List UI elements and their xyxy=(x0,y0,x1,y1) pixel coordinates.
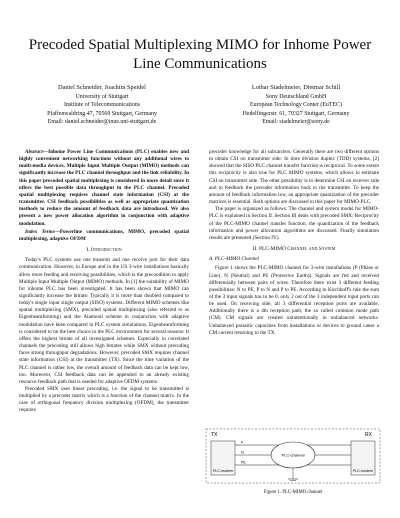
affiliation-line: Sony Deutschland GmbH xyxy=(265,93,327,100)
rx-modem-label: PLC-modem xyxy=(352,469,374,473)
paper-title: Precoded Spatial Multiplexing MIMO for Inhome Power Line Communications xyxy=(28,37,372,72)
author-block-right xyxy=(212,84,380,127)
author-email: Email: daniel.schneider@inue.uni-stuttgart.de xyxy=(47,119,157,126)
rx-label: RX xyxy=(365,432,372,438)
author-block-left xyxy=(18,84,186,127)
plc-mimo-channel-figure xyxy=(205,425,381,485)
index-terms-text: —Powerline communications, MIMO, precoded spatial multiplexing, adaptive OFDM xyxy=(19,228,189,242)
index-terms-label: Index Terms xyxy=(25,228,55,235)
figure-caption: Figure 1. PLC-MIMO channel xyxy=(263,490,323,495)
body-paragraph: Figure 1 shows the PLC-MIMO channel for 3-wire installations (P (Phase or Line), N (Neutral) and PE (Protective Earth)). Signals are fed and received differentially between pairs of wires. Therefore there exist 3 different feeding possibilities: N to PE, P to N and P to PE. According to Kirchhoff's rule the sum of the 3 input signals has to be 0, only 2 out of the 3 independent input ports can be used. On receiving side, all 3 differential reception ports are available. Additionally there is a 4th reception path, the so called common mode path (CM). CM signals are created unintentionally in unbalanced networks. Unbalanced parasitic capacities from installations or devices to ground cause a CM current returning to the TX. xyxy=(209,265,379,336)
abstract-text: —Inhome Power Line Communications (PLC) enables new and highly convenient networking functions without any additional wires to multi-media devices. Multiple Input Multiple Output (MIMO) methods can significantly increase the PLC channel throughput and the link reliability. In this paper precoded spatial multiplexing is considered in more detail since it offers the best possible data throughput in the PLC channel. Precoded spatial multiplexing requires channel state information (CSI) at the transmitter. CSI feedback possibilities as well as appropriate quantization methods to reduce the amount of feedback data are introduced. We also present a new power allocation algorithm in conjunction with adaptive modulation. xyxy=(19,149,189,227)
body-paragraph: The paper is organized as follows: The channel and system model for MIMO-PLC is explained in Section II. Section III deals with precoded SMX: Reciprocity of the PLC-MIMO channel transfer function, the quantization of the feedback information and power allocation algorithms are discussed. Finally simulation results are presented (Section IV). xyxy=(209,206,379,241)
section-heading-channel: II. PLC-MIMO Channel and System xyxy=(252,246,336,253)
wire-label-p: P xyxy=(241,440,244,445)
author-names: Daniel Schneider, Joachim Speidel xyxy=(58,84,146,91)
tx-modem-label: PLC-modem xyxy=(212,469,234,473)
body-paragraph: Today's PLC systems use one transmit and one receive port for their data communication. However, in Europe and in the US 3-wire installations basically allow more feeding and receiving possibilities, which is the precondition to apply Multiple Input Multiple Output (MIMO) methods. In [1] the suitability of MIMO for inhome PLC has been investigated. It has been shown that MIMO can significantly increase the bitrate: Typically it is more than doubled compared to today's single input single output (SISO) systems. Different MIMO schemes like spatial multiplexing (SMX), precoded spatial multiplexing (also referred to as Eigenbeamforming) and the Alamouti scheme in conjunction with adaptive modulation have been compared in PLC system simulations. Eigenbeamforming is considered to be the best choice in the PLC environment for several reasons: It offers the highest bitrate of all investigated schemes. Especially in correlated channels the precoding still allows high bitrates while SMX without precoding faces strong throughput degradations. However, precoded SMX requires channel state information (CSI) at the transmitter (TX). Since the time variation of the PLC channel is rather low, the overall amount of feedback data can be kept low, too. Moreover, CSI feedback data can be appended to an already existing resource feedback path that is needed for adaptive OFDM systems. xyxy=(19,257,189,385)
left-column xyxy=(19,149,189,415)
right-column xyxy=(209,149,379,337)
author-email: Email: stadelmeier@sony.de xyxy=(262,119,330,126)
body-paragraph: precoder knowledge for all subcarriers. Generally there are two different options to obtain CSI on transmitter side: In time division duplex (TDD) systems, [2] showed that the SISO PLC channel transfer function is reciprocal. To some extent this reciprocity is also true for PLC MIMO systems, which allows to estimate CSI on transmitter side. The other possibility is to determine CSI on receiver side and to feedback the precoder information back to the transmitter. To keep the amount of feedback information low, an appropriate quantization of the precoder matrices is essential. Both options are discussed in this paper for MIMO-PLC. xyxy=(209,149,379,206)
wire-label-pe: PE xyxy=(241,460,246,465)
affiliation-line: University of Stuttgart xyxy=(75,93,129,100)
affiliation-line: European Technology Center (EuTEC) xyxy=(250,102,342,109)
affiliation-line: Institute of Telecommunications xyxy=(63,102,141,109)
abstract xyxy=(19,149,189,228)
affiliation-line: Pfaffenwaldring 47, 70569 Stuttgart, Germany xyxy=(47,110,157,117)
tx-label: TX xyxy=(211,432,218,438)
wire-label-n: N xyxy=(241,450,244,455)
body-paragraph: Precoded SMX uses linear precoding, i.e. the signal to be transmitted is multiplied by a precoder matrix which is a function of the channel matrix. In the case of orthogonal frequency division multiplexing (OFDM), the transmitter requires xyxy=(19,386,189,414)
author-names: Lothar Stadelmeier, Dietmar Schill xyxy=(251,84,341,91)
subsection-heading: A. PLC-MIMO Channel xyxy=(209,256,259,263)
abstract-label: Abstract xyxy=(25,149,43,155)
index-terms xyxy=(19,229,189,243)
plc-channel-label: PLC-channel xyxy=(281,452,305,458)
section-heading-introduction: I. Introduction xyxy=(86,247,122,254)
affiliation-line: Hedelfingerstr. 61, 70327 Stuttgart, Germany xyxy=(242,110,350,117)
